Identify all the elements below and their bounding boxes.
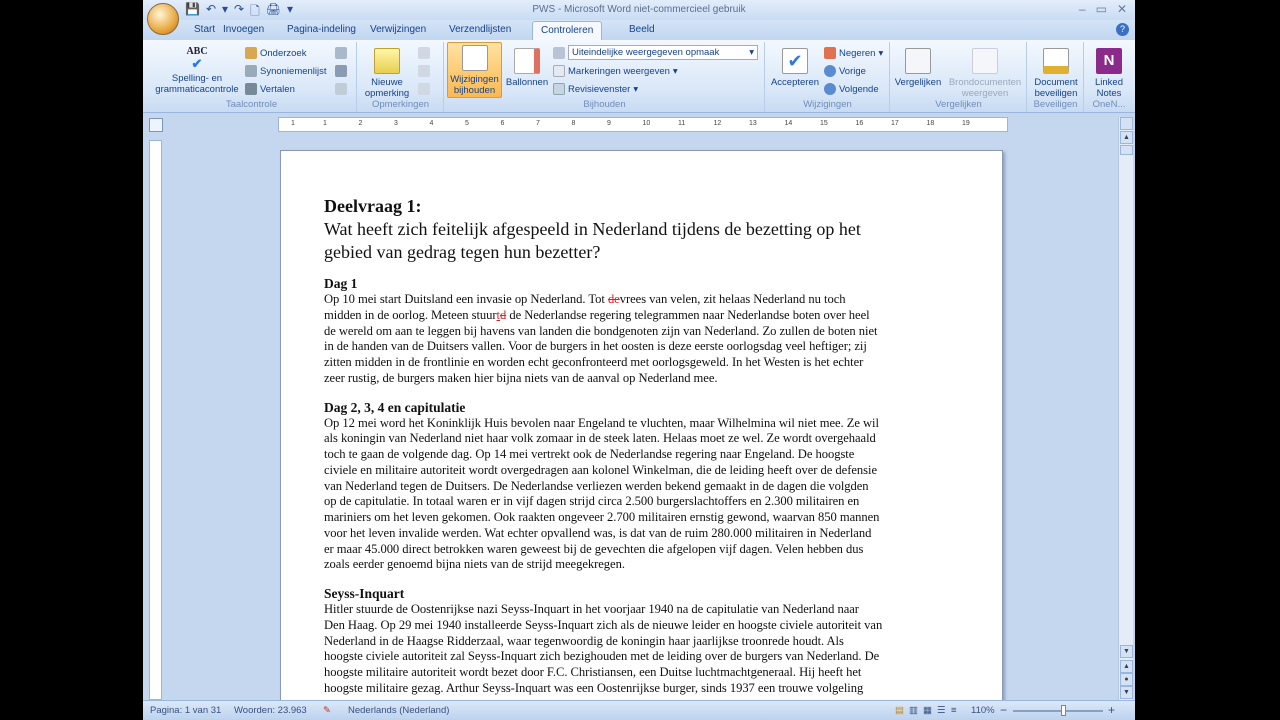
spelling-button[interactable]: ABC ✔ Spelling- en grammaticacontrole <box>155 46 239 95</box>
ruler-tick: 10 <box>642 120 651 127</box>
previous-icon <box>824 65 836 77</box>
ribbon <box>143 40 1135 113</box>
accept-icon: ✔ <box>782 48 808 74</box>
display-for-review-dropdown[interactable]: Uiteindelijke weergegeven opmaak ▾ <box>553 45 758 60</box>
close-button[interactable]: ✕ <box>1116 2 1127 16</box>
zoom-in-button[interactable]: + <box>1108 703 1116 717</box>
section-heading: Seyss-Inquart <box>324 586 405 601</box>
wijzigingen-bijhouden-button[interactable]: Wijzigingen bijhouden <box>447 42 502 98</box>
group-vergelijken: Vergelijken Brondocumenten weergeven Vergelijken <box>891 42 1027 112</box>
zoom-slider[interactable] <box>1013 710 1103 712</box>
ruler-tick: 14 <box>784 120 793 127</box>
negeren-button[interactable]: Negeren ▾ <box>824 47 883 59</box>
paragraph-line: zitten midden in de frontlinie en worden echt geconfronteerd met oorlogsgeweld. In het Westen is het echter <box>324 355 864 369</box>
ruler-tick: 1 <box>323 120 327 127</box>
paragraph-line: Nederland in de Haagse Ridderzaal, waar tegenwoordig de koningin haar jaarlijkse troonrede houdt. Als <box>324 633 844 648</box>
word-window <box>143 0 1135 720</box>
dropdown-arrow-icon[interactable]: ▾ <box>749 47 754 58</box>
section-heading: Dag 2, 3, 4 en capitulatie <box>324 399 466 415</box>
ruler-tick: 11 <box>678 120 686 127</box>
page-count[interactable]: Pagina: 1 van 31 <box>150 705 222 716</box>
translate-icon <box>245 83 257 95</box>
group-onenote: N Linked Notes OneN... <box>1085 42 1133 112</box>
ballonnen-button[interactable]: Ballonnen <box>503 46 551 88</box>
group-beveiligen: Document beveiligen Beveiligen <box>1028 42 1084 112</box>
paragraph-line: de wereld om aan te leggen bij havens van landen die bondgenoten zijn van Nederland. Zo zullen de boten niet <box>324 323 878 338</box>
tracked-insertion[interactable]: t <box>496 307 500 322</box>
help-icon[interactable]: ? <box>1116 23 1129 36</box>
proofing-icon[interactable]: ✎ <box>323 705 331 716</box>
paragraph-line: Op 12 mei word het Koninklijk Huis bevolen naar Engeland te vluchten, maar Wilhelmina wil niet mee. Ze wil <box>324 415 879 430</box>
ruler-toggle-button[interactable] <box>1120 117 1133 130</box>
linked-notes-button[interactable]: N Linked Notes <box>1087 46 1131 99</box>
document-beveiligen-button[interactable]: Document beveiligen <box>1030 46 1082 99</box>
word-count[interactable]: Woorden: 23.963 <box>234 705 307 716</box>
document-page[interactable] <box>280 150 1003 710</box>
lock-document-icon <box>1043 48 1069 74</box>
paragraph-line: er maar 45.000 direct betrokken waren geweest bij de gevechten die afgelopen vijf dagen. Velen hebben dus <box>324 541 864 556</box>
qat-icon[interactable]: ↶ <box>205 2 217 16</box>
tab-controleren[interactable]: Controleren <box>532 21 602 40</box>
reviewing-pane-icon <box>553 83 565 95</box>
previous-comment-icon <box>418 65 430 77</box>
title-bar <box>143 0 1135 20</box>
revisievenster-button[interactable]: Revisievenster ▾ <box>553 83 638 95</box>
outline-icon[interactable]: ☰ <box>937 705 946 716</box>
settings-icon[interactable] <box>335 65 347 77</box>
vertalen-button[interactable]: Vertalen <box>245 83 295 95</box>
scroll-up-button[interactable]: ▲ <box>1120 131 1133 144</box>
zoom-slider-thumb[interactable] <box>1061 705 1066 716</box>
qat-icon[interactable]: ↷ <box>234 2 245 16</box>
browse-object-button[interactable]: ● <box>1120 673 1133 686</box>
paragraph-line: hoogste militaire gezag. Arthur Seyss-Inquart was een Oostenrijkse burger, sinds 1937 een trouwe volgeling <box>324 680 864 695</box>
tracked-deletion[interactable]: de <box>607 292 620 306</box>
group-wijzigingen: ✔ Accepteren Negeren ▾ Vorige Volgende Wijzigingen <box>766 42 890 112</box>
previous-page-button[interactable]: ▲ <box>1120 660 1133 673</box>
paragraph-line: toch te gaan de volgende dag. Op 14 mei vertrekt ook de Nederlandse regering naar Engeland. De hoogste <box>324 447 855 461</box>
print-layout-icon[interactable]: ▤ <box>895 705 904 716</box>
volgende-button[interactable]: Volgende <box>824 83 879 95</box>
full-screen-reading-icon[interactable]: ▥ <box>909 705 918 716</box>
research-icon <box>245 47 257 59</box>
qat-icon[interactable]: ▾ <box>222 2 229 16</box>
delete-comment-icon <box>418 47 430 59</box>
zoom-out-button[interactable]: − <box>1000 703 1008 717</box>
ruler-tick: 18 <box>926 120 935 127</box>
ruler-tick: 17 <box>891 120 899 127</box>
paragraph-line: Hitler stuurde de Oostenrijkse nazi Seyss-Inquart in het voorjaar 1940 na de capitulatie van Nederland naar <box>324 602 859 616</box>
paragraph-line: midden in de oorlog. Meteen stuurtd de Nederlandse regering telegrammen naar Nederlandse boten over heel <box>324 307 870 322</box>
tab-start[interactable]: Start <box>194 24 216 35</box>
language-status[interactable]: Nederlands (Nederland) <box>348 705 450 716</box>
ruler-tick: 1 <box>291 120 295 127</box>
next-icon <box>824 83 836 95</box>
ruler-tick: 5 <box>465 120 469 127</box>
paragraph-line: civiele en militaire autoriteit wordt overgedragen aan kolonel Winkelman, die de leiding heeft over de defensie <box>324 462 877 477</box>
paragraph-line: op de capitulatie. In totaal waren er in vijf dagen strijd circa 2.500 burgerslachtoffers en 2.300 militairen en <box>324 494 860 509</box>
paragraph-line: Den Haag. Op 29 mei 1940 installeerde Seyss-Inquart zich als de nieuwe leider en hoogste civiele autoriteit van <box>324 617 883 632</box>
balloons-icon <box>514 48 540 74</box>
group-opmerkingen: Nieuwe opmerking Opmerkingen <box>358 42 444 112</box>
compare-icon <box>905 48 931 74</box>
track-changes-icon <box>462 45 488 71</box>
web-layout-icon[interactable]: ▦ <box>923 705 932 716</box>
word-count-icon[interactable] <box>335 83 347 95</box>
qat-icon[interactable]: ▾ <box>287 2 294 16</box>
vertical-scrollbar[interactable] <box>1118 117 1133 700</box>
ruler-tick: 8 <box>571 120 576 127</box>
ruler-tick: 12 <box>713 120 722 127</box>
ruler-tick: 16 <box>855 120 864 127</box>
qat-icon[interactable]: 🗋 <box>250 4 260 18</box>
tab-invoegen[interactable]: Invoegen <box>223 24 265 35</box>
tab-beeld[interactable]: Beeld <box>629 24 655 35</box>
nieuwe-opmerking-button[interactable]: Nieuwe opmerking <box>360 46 414 99</box>
ruler-tick: 7 <box>536 120 540 127</box>
onenote-icon: N <box>1096 48 1122 74</box>
thesaurus-icon <box>245 65 257 77</box>
question-line: gebied van gedrag tegen hun bezetter? <box>324 242 601 262</box>
ruler-tick: 9 <box>607 120 611 127</box>
question-line: Wat heeft zich feitelijk afgespeeld in Nederland tijdens de bezetting op het <box>324 219 861 239</box>
ruler-tick: 2 <box>358 120 363 127</box>
qat-icon[interactable]: 💾 <box>185 2 200 16</box>
group-bijhouden: Wijzigingen bijhouden Ballonnen Uiteindelijke weergegeven opmaak ▾ Markeringen weergeven ▾ Revisievenster ▾ Bijhouden <box>445 42 765 112</box>
scroll-thumb[interactable] <box>1120 145 1133 155</box>
vertical-ruler[interactable] <box>149 140 162 700</box>
ruler-tick: 3 <box>394 120 398 127</box>
paragraph-line: zoals eerder genoemd bijna niets van de strijd meegekregen. <box>324 557 625 572</box>
accepteren-button[interactable]: ✔ Accepteren <box>768 46 822 88</box>
synoniemenlijst-button[interactable]: Synoniemenlijst <box>245 65 327 77</box>
paragraph-line: als koningin van Nederland niet haar volk zomaar in de steek laten. Helaas moet ze wel. Ze wordt overgehaald <box>324 431 876 446</box>
paragraph-line: zeer rustig, de burgers maken hier bijna niets van de aanval op Nederland mee. <box>324 370 718 385</box>
tab-pagina-indeling[interactable]: Pagina-indeling <box>287 24 356 35</box>
paragraph-line: in de handen van de Duitsers vallen. Voor de burgers in het oosten is deze eerste oorlogsdag veel heftiger; zij <box>324 339 867 354</box>
paragraph-line: hoogste civiele autoriteit zal Seyss-Inquart zich bezighouden met de leiding over de burgers van Nederland. De <box>324 649 880 664</box>
document-body[interactable] <box>324 195 882 697</box>
display-icon <box>553 47 565 59</box>
ribbon-tabs <box>143 20 1135 40</box>
minimize-button[interactable]: – <box>1078 2 1086 16</box>
ruler-tick: 15 <box>820 120 828 127</box>
scroll-down-button[interactable]: ▼ <box>1120 645 1133 658</box>
ruler-tick: 6 <box>500 120 505 127</box>
markeringen-weergeven-button[interactable]: Markeringen weergeven ▾ <box>553 65 678 77</box>
draft-icon[interactable]: ≡ <box>951 705 957 716</box>
window-title: PWS - Microsoft Word niet-commercieel gebruik <box>532 4 746 15</box>
group-taalcontrole: ABC ✔ Spelling- en grammaticacontrole Onderzoek Synoniemenlijst Vertalen Taalcontrole <box>147 42 357 112</box>
tab-verzendlijsten[interactable]: Verzendlijsten <box>449 24 512 35</box>
paragraph-line: mariniers om het leven gekomen. Ook raakten ongeveer 2.700 militairen ernstig gewond, waarvan 850 mannen <box>324 510 880 524</box>
onderzoek-button[interactable]: Onderzoek <box>245 47 306 59</box>
paragraph-line: hoogste militaire autoriteit wordt bezet door F.C. Christiansen, een Duitse luchtmachtgeneraal. Hij heeft het <box>324 665 862 679</box>
vorige-button[interactable]: Vorige <box>824 65 866 77</box>
qat-icon[interactable]: 🖨 <box>265 2 281 16</box>
abc-check-icon: ABC ✔ <box>186 46 208 70</box>
paragraph-line: van Nederland tegen de Duitsers. De Nederlandse verliezen werden bekend gemaakt in de dagen die volgden <box>324 478 869 493</box>
maximize-button[interactable]: ▭ <box>1095 2 1107 16</box>
tracked-deletion[interactable]: d <box>499 307 507 322</box>
status-bar <box>143 700 1135 720</box>
tab-verwijzingen[interactable]: Verwijzingen <box>370 24 427 35</box>
source-documents-icon <box>972 48 998 74</box>
paragraph-line: voor het leven invalide werden. Wat echter opvallend was, is dat van de ruim 280.000 militairen in Nederland <box>324 525 872 540</box>
horizontal-ruler[interactable] <box>278 117 1008 132</box>
ruler-tick: 4 <box>429 120 434 127</box>
next-comment-icon <box>418 83 430 95</box>
reject-icon <box>824 47 836 59</box>
tab-selector-button[interactable] <box>149 118 163 132</box>
brondocumenten-button[interactable]: Brondocumenten weergeven <box>945 46 1025 99</box>
next-page-button[interactable]: ▼ <box>1120 686 1133 699</box>
markup-icon <box>553 65 565 77</box>
paragraph-line: Op 10 mei start Duitsland een invasie op Nederland. Tot devrees van velen, zit helaas Nederland nu toch <box>324 292 846 306</box>
ruler-tick: 13 <box>749 120 757 127</box>
section-heading: Dag 1 <box>324 276 358 291</box>
heading-deelvraag: Deelvraag 1: <box>324 196 422 216</box>
language-icon[interactable] <box>335 47 347 59</box>
office-button[interactable] <box>147 3 179 35</box>
zoom-level[interactable]: 110% <box>971 705 995 716</box>
comment-icon <box>374 48 400 74</box>
vergelijken-button[interactable]: Vergelijken <box>893 46 943 88</box>
ruler-tick: 19 <box>962 120 970 127</box>
